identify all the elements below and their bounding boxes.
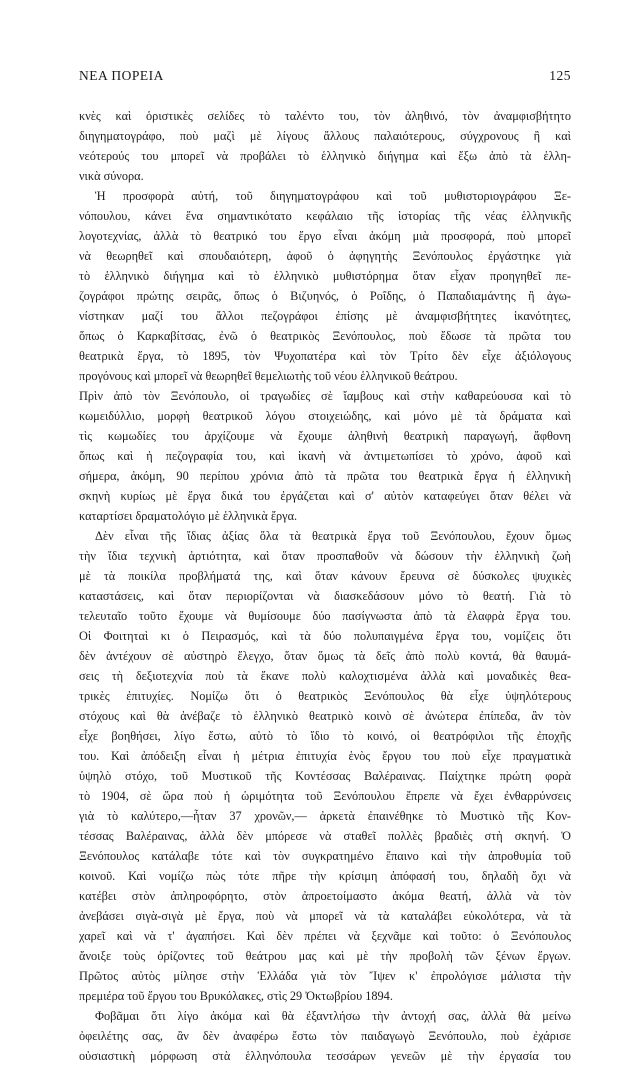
text-line (79, 1026, 571, 1046)
text-line-content: μὲ τὰ ποικίλα προβλήματά της, καὶ ὅταν κάνουν ἔρευνα σὲ δύσκολες ψυχικὲς (79, 569, 571, 583)
text-line-content: ἀνεβάσει σιγὰ-σιγὰ μὲ ἔργα, ποὺ νὰ μπορεῖ νὰ τὰ καταλάβει εὐκολότερα, νὰ τὰ (79, 909, 571, 923)
text-line (79, 166, 571, 186)
text-line-content: πρεμιέρα τοῦ ἔργου του Βρυκόλακες, στὶς 29 Ὀκτωβρίου 1894. (79, 989, 393, 1003)
text-line (79, 426, 571, 446)
text-line (79, 726, 571, 746)
text-line (79, 746, 571, 766)
text-line (79, 106, 571, 126)
text-line (79, 246, 571, 266)
text-line-content: καταστάσεις, καὶ ὅταν περιορίζονται νὰ διασκεδάσουν μόνο τὸ θεατή. Γιὰ τὸ (79, 589, 571, 603)
text-line-content: κνὲς καὶ ὁριστικὲς σελίδες τὸ ταλέντο του, τὸν ἀληθινό, τὸν ἀναμφισβήτητο (79, 109, 571, 123)
text-line (79, 866, 571, 886)
text-line-content: ὑψηλὸ στόχο, τοῦ Μυστικοῦ τῆς Κοντέσσας Βαλέραινας. Παίχτηκε πρώτη φορὰ (79, 769, 571, 783)
text-line-content: διηγηματογράφο, ποὺ μαζὶ μὲ λίγους ἄλλους παλαιότερους, σύγχρονους ἢ καὶ (79, 129, 571, 143)
text-line (79, 266, 571, 286)
text-line (79, 1046, 571, 1066)
text-line-content: θεατρικὰ ἔργα, τὸ 1895, τὸν Ψυχοπατέρα καὶ τὸν Τρίτο δὲν εἶχε ἀξιόλογους (79, 349, 571, 363)
text-line (79, 566, 571, 586)
running-header (79, 68, 571, 88)
text-line (79, 286, 571, 306)
text-line (79, 466, 571, 486)
text-line-content: ζογράφοι πρώτης σειρᾶς, ὅπως ὁ Βιζυηνός, ὁ Ροΐδης, ὁ Παπαδιαμάντης ἢ ἀγω- (79, 289, 571, 303)
text-line (79, 186, 571, 206)
text-line (79, 306, 571, 326)
body-text (79, 106, 571, 1066)
text-line-content: τὴν ἴδια τεχνικὴ ἀρτιότητα, καὶ ὅταν προσπαθοῦν νὰ δώσουν τὴν ἑλληνικὴ ζωὴ (79, 549, 571, 563)
text-line (79, 766, 571, 786)
text-line (79, 626, 571, 646)
text-line-content: σήμερα, ἀκόμη, 90 περίπου χρόνια ἀπὸ τὰ πρῶτα του θεατρικὰ ἔργα ἡ ἑλληνικὴ (79, 469, 571, 483)
text-line-content: του. Καὶ ἀπόδειξη εἶναι ἡ μέτρια ἐπιτυχία ἑνὸς ἔργου του ποὺ εἶχε πραγματικὰ (79, 749, 571, 763)
text-line (79, 446, 571, 466)
text-line (79, 606, 571, 626)
text-line-content: νόπουλου, κάνει ἕνα σημαντικότατο κεφάλαιο τῆς ἱστορίας τῆς νέας ἑλληνικῆς (79, 209, 571, 223)
text-line-content: κατέβει στὸν ἀπληροφόρητο, στὸν ἀπροετοίμαστο ἀκόμα θεατή, ἀλλὰ νὰ τὸν (79, 889, 571, 903)
text-line-content: εἶχε βοηθήσει, λίγο ἔστω, αὐτὸ τὸ ἴδιο τὸ κοινό, οἱ θεατρόφιλοι τῆς ἐποχῆς (79, 729, 571, 743)
text-line (79, 706, 571, 726)
text-line-content: ὀφειλέτης σας, ἂν δὲν ἀναφέρω ἔστω τὸν παιδαγωγὸ Ξενόπουλο, ποὺ ἐχάρισε (79, 1029, 571, 1043)
text-line-content: Φοβᾶμαι ὅτι λίγο ἀκόμα καὶ θὰ ἐξαντλήσω τὴν ἀντοχή σας, ἀλλὰ θὰ μείνω (95, 1009, 571, 1023)
text-line (79, 226, 571, 246)
text-line-content: τὶς κωμωδίες του ἀρχίζουμε νὰ ἔχουμε ἀληθινὴ θεατρικὴ παραγωγή, ἄφθονη (79, 429, 571, 443)
text-line (79, 506, 571, 526)
text-line-content: νικὰ σύνορα. (79, 169, 144, 183)
text-line-content: κοινοῦ. Καὶ νομίζω πὼς τότε πῆρε τὴν κρίσιμη ἀπόφασή του, δηλαδὴ ὄχι νὰ (79, 869, 571, 883)
text-line-content: νὰ θεωρηθεῖ καὶ σπουδαιότερη, ἀφοῦ ὁ ἀφηγητὴς Ξενόπουλος ἐργάστηκε γιὰ (79, 249, 571, 263)
text-line-content: λογοτεχνίας, ἀλλὰ τὸ θεατρικό του ἔργο εἶναι ἀκόμη μιὰ προσφορά, ποὺ μπορεῖ (79, 229, 571, 243)
text-line (79, 206, 571, 226)
text-line-content: χαρεῖ καὶ νὰ τ' ἀγαπήσει. Καὶ δὲν πρέπει νὰ ξεχνᾶμε καὶ τοῦτο: ὁ Ξενόπουλος (79, 929, 571, 943)
text-line (79, 346, 571, 366)
text-line (79, 686, 571, 706)
text-line-content: Πρῶτος αὐτὸς μίλησε στὴν Ἑλλάδα γιὰ τὸν Ἴψεν κ' ἐπρολόγισε μάλιστα τὴν (79, 969, 571, 983)
text-line (79, 966, 571, 986)
text-line-content: ὅπως καὶ ἡ πεζογραφία του, καὶ ἱκανὴ νὰ ἀντιμετωπίσει τὸ χρόνο, ἀφοῦ καὶ (79, 449, 571, 463)
text-line (79, 986, 571, 1006)
text-line (79, 386, 571, 406)
text-line-content: ἄνοιξε τοὺς ὁρίζοντες τοῦ θεάτρου μας καὶ μὲ τὴν προβολὴ τῶν ξένων ἔργων. (79, 949, 571, 963)
text-line-content: σκηνὴ κυρίως μὲ ἔργα δικά του ἐργάζεται καὶ σ' αὐτὸν καταφεύγει ὅταν θέλει νὰ (79, 489, 571, 503)
text-line-content: καταρτίσει δραματολόγιο μὲ ἑλληνικὰ ἔργα. (79, 509, 298, 523)
text-line-content: γιὰ τὸ καλύτερο,—ἦταν 37 χρονῶν,— ἀρκετὰ ἐπαινέθηκε τὸ Μυστικὸ τῆς Κον- (79, 809, 571, 823)
text-line (79, 666, 571, 686)
text-line-content: τὸ ἑλληνικὸ διήγημα καὶ τὸ ἑλληνικὸ μυθιστόρημα ὅταν εἶχαν προηγηθεῖ πε- (79, 269, 571, 283)
text-line-content: νεότερούς του μπορεῖ νὰ προβάλει τὸ ἑλληνικὸ διήγημα καὶ ἔξω ἀπὸ τὰ ἑλλη- (79, 149, 571, 163)
text-line-content: σεις τὴ δεξιοτεχνία ποὺ τὰ ἔκανε πολὺ καλοχτισμένα ἀλλὰ καὶ μοναδικὲς θεα- (79, 669, 571, 683)
text-line (79, 406, 571, 426)
text-line-content: κωμειδύλλιο, μορφὴ θεατρικοῦ λόγου στοιχειώδης, καὶ μόνο μὲ τὰ δράματα καὶ (79, 409, 571, 423)
text-line (79, 1006, 571, 1026)
text-line (79, 546, 571, 566)
text-line (79, 526, 571, 546)
text-line-content: στόχους καὶ θὰ ἀνέβαζε τὸ ἑλληνικὸ θεατρικὸ κοινὸ σὲ ἀνώτερα ἐπίπεδα, ἂν τὸν (79, 709, 571, 723)
page-number: 125 (549, 68, 571, 83)
text-line (79, 486, 571, 506)
text-line-content: προγόνους καὶ μπορεῖ νὰ θεωρηθεῖ θεμελιωτὴς τοῦ νέου ἑλληνικοῦ θεάτρου. (79, 369, 458, 383)
text-line-content: ὅπως ὁ Καρκαβίτσας, ἐνῶ ὁ θεατρικὸς Ξενόπουλος, ποὺ ἔδωσε τὰ πρῶτα του (79, 329, 571, 343)
text-line-content: Οἱ Φοιτηταὶ κι ὁ Πειρασμός, καὶ τὰ δύο πολυπαιγμένα ἔργα του, νομίζεις ὅτι (79, 629, 571, 643)
text-line-content: νίστηκαν μαζί του ἄλλοι πεζογράφοι ἐπίσης μὲ ἀναμφισβήτητες ἱκανότητες, (79, 309, 571, 323)
text-line-content: Ξενόπουλος κατάλαβε τότε καὶ τὸν συγκρατημένο ἔπαινο καὶ τὴν ἀπροθυμία τοῦ (79, 849, 571, 863)
text-line-content: τὸ 1904, σὲ ὥρα ποὺ ἡ ὡριμότητα τοῦ Ξενόπουλου ἔπρεπε νὰ ἔχει ἐνθαρρύνσεις (79, 789, 571, 803)
text-line (79, 926, 571, 946)
text-line (79, 146, 571, 166)
text-line (79, 586, 571, 606)
text-line-content: τρικὲς ἐπιτυχίες. Νομίζω ὅτι ὁ θεατρικὸς Ξενόπουλος θὰ εἶχε ὑψηλότερους (79, 689, 571, 703)
text-line-content: τέσσας Βαλέραινας, ἀλλὰ δὲν μπόρεσε νὰ σταθεῖ πολλὲς βραδιὲς στὴ σκηνή. Ὁ (79, 829, 571, 843)
text-line (79, 906, 571, 926)
text-line (79, 326, 571, 346)
text-line-content: δὲν ἀντέχουν σὲ αὐστηρὸ ἔλεγχο, ὅταν ὅμως τὰ δεῖς ἀπὸ πολὺ κοντά, θὰ θαυμά- (79, 649, 571, 663)
text-line-content: οὐσιαστικὴ μόρφωση στὰ ἑλληνόπουλα τεσσάρων γενεῶν μὲ τὴν ἐργασία του (79, 1049, 571, 1063)
text-line-content: Δὲν εἶναι τῆς ἴδιας ἀξίας ὅλα τὰ θεατρικὰ ἔργα τοῦ Ξενόπουλου, ἔχουν ὅμως (95, 529, 571, 543)
text-line (79, 826, 571, 846)
text-line (79, 646, 571, 666)
text-line (79, 786, 571, 806)
journal-title: ΝΕΑ ΠΟΡΕΙΑ (79, 68, 164, 83)
text-line (79, 846, 571, 866)
text-line (79, 126, 571, 146)
text-line (79, 366, 571, 386)
text-line-content: Πρὶν ἀπὸ τὸν Ξενόπουλο, οἱ τραγωδίες σὲ ἴαμβους καὶ στὴν καθαρεύουσα καὶ τὸ (79, 389, 571, 403)
text-line-content: Ἡ προσφορὰ αὐτή, τοῦ διηγηματογράφου καὶ τοῦ μυθιστοριογράφου Ξε- (95, 189, 571, 203)
text-line (79, 806, 571, 826)
text-line (79, 886, 571, 906)
text-line-content: τελευταῖο τοῦτο ἔχουμε νὰ θυμίσουμε δύο πασίγνωστα ἀπὸ τὰ ἐλαφρὰ ἔργα του. (79, 609, 571, 623)
text-line (79, 946, 571, 966)
